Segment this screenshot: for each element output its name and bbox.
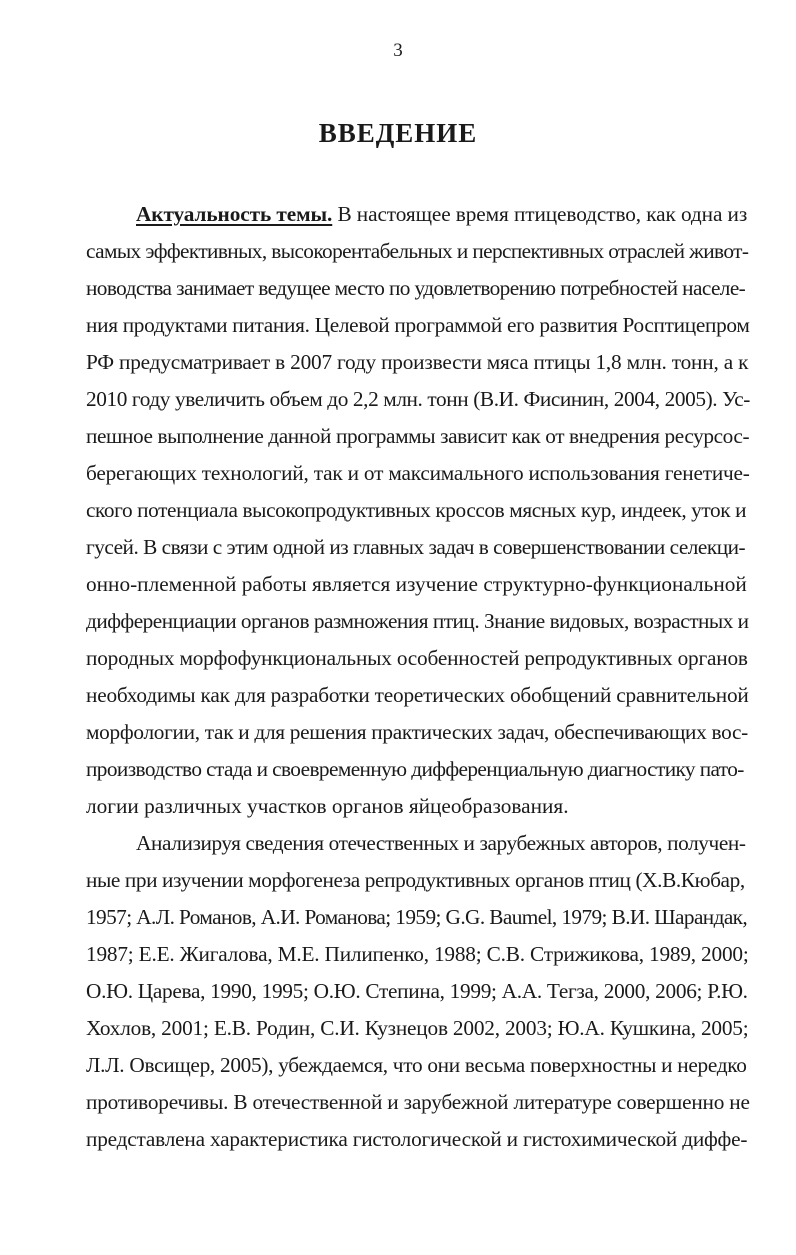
paragraph-lead: Актуальность темы. xyxy=(136,202,333,226)
text-line: О.Ю. Царева, 1990, 1995; О.Ю. Степина, 1999; А.А. Тегза, 2000, 2006; Р.Ю. xyxy=(86,979,748,1003)
paragraph-literature-review xyxy=(86,825,750,1158)
text-line: ского потенциала высокопродуктивных кроссов мясных кур, индеек, уток и xyxy=(86,498,747,522)
text-line: самых эффективных, высокорентабельных и перспективных отраслей живот- xyxy=(86,239,749,263)
text-line-rest: В настоящее время птицеводство, как одна из xyxy=(332,202,748,226)
text-line: Анализируя сведения отечественных и зарубежных авторов, получен- xyxy=(136,831,746,855)
paragraph-relevance xyxy=(86,196,750,825)
text-line: производство стада и своевременную дифференциальную диагностику пато- xyxy=(86,757,744,781)
page-number: 3 xyxy=(393,40,403,61)
text-line: ные при изучении морфогенеза репродуктивных органов птиц (Х.В.Кюбар, xyxy=(86,868,745,892)
text-line: РФ предусматривает в 2007 году произвести мяса птицы 1,8 млн. тонн, а к xyxy=(86,350,749,374)
text-line: логии различных участков органов яйцеобразования. xyxy=(86,794,569,818)
text-line: 1957; А.Л. Романов, А.И. Романова; 1959; G.G. Baumel, 1979; В.И. Шарандак, xyxy=(86,905,748,929)
text-line: Л.Л. Овсищер, 2005), убеждаемся, что они весьма поверхностны и нередко xyxy=(86,1053,747,1077)
text-line: 2010 году увеличить объем до 2,2 млн. тонн (В.И. Фисинин, 2004, 2005). Ус- xyxy=(86,387,750,411)
text-line: морфологии, так и для решения практических задач, обеспечивающих вос- xyxy=(86,720,748,744)
text-line: 1987; Е.Е. Жигалова, М.Е. Пилипенко, 1988; С.В. Стрижикова, 1989, 2000; xyxy=(86,942,749,966)
text-line xyxy=(86,196,750,233)
text-line: гусей. В связи с этим одной из главных задач в совершенствовании селекци- xyxy=(86,535,746,559)
text-line: дифференциации органов размножения птиц. Знание видовых, возрастных и xyxy=(86,609,749,633)
text-line: ния продуктами питания. Целевой программой его развития Росптицепром xyxy=(86,313,750,337)
section-heading: ВВЕДЕНИЕ xyxy=(318,118,478,148)
text-line: новодства занимает ведущее место по удовлетворению потребностей населе- xyxy=(86,276,746,300)
text-line: Хохлов, 2001; Е.В. Родин, С.И. Кузнецов 2002, 2003; Ю.А. Кушкина, 2005; xyxy=(86,1016,749,1040)
text-line: противоречивы. В отечественной и зарубежной литературе совершенно не xyxy=(86,1090,750,1114)
text-line: породных морфофункциональных особенностей репродуктивных органов xyxy=(86,646,748,670)
text-line: пешное выполнение данной программы зависит как от внедрения ресурсос- xyxy=(86,424,750,448)
text-line: берегающих технологий, так и от максимального использования генетиче- xyxy=(86,461,750,485)
text-line: необходимы как для разработки теоретических обобщений сравнительной xyxy=(86,683,749,707)
text-line: онно-племенной работы является изучение структурно-функциональной xyxy=(86,572,747,596)
text-line: представлена характеристика гистологической и гистохимической диффе- xyxy=(86,1127,748,1151)
body-text xyxy=(86,196,750,1158)
